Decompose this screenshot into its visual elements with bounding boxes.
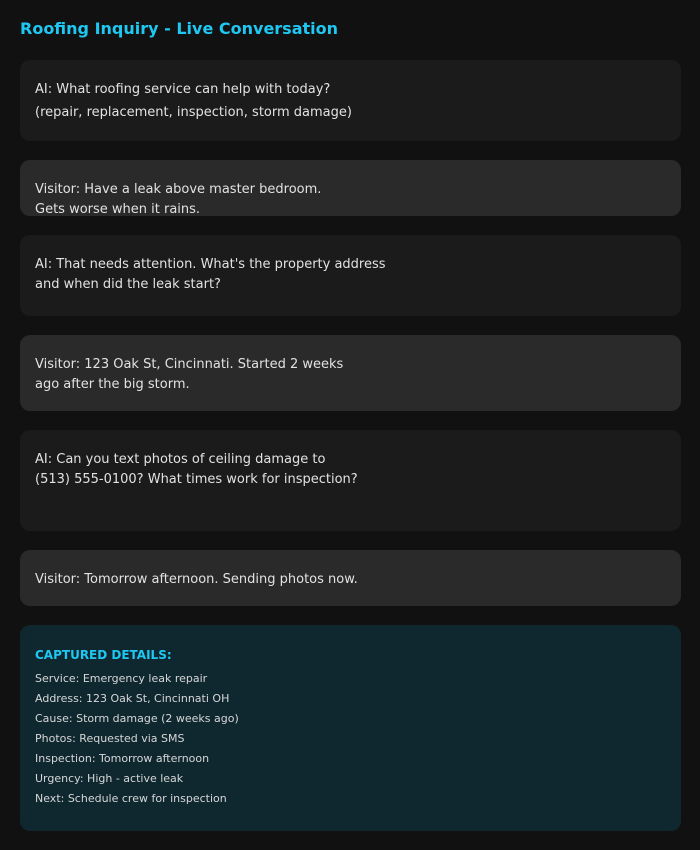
message-line: Visitor: 123 Oak St, Cincinnati. Started 2 weeks	[35, 357, 344, 372]
message-line: AI: What roofing service can help with today?	[35, 82, 331, 97]
message-line: AI: Can you text photos of ceiling damage to	[35, 452, 326, 467]
visitor-message	[20, 550, 681, 606]
captured-details-panel	[20, 625, 681, 831]
visitor-message	[20, 160, 681, 216]
message-line: (513) 555-0100? What times work for inspection?	[35, 472, 358, 487]
ai-message	[20, 235, 681, 316]
message-line: AI: That needs attention. What's the property address	[35, 257, 386, 272]
detail-inspection: Inspection: Tomorrow afternoon	[35, 752, 210, 765]
detail-next-step: Next: Schedule crew for inspection	[35, 792, 227, 805]
detail-photos: Photos: Requested via SMS	[35, 732, 185, 745]
message-line: and when did the leak start?	[35, 277, 221, 292]
page-title: Roofing Inquiry - Live Conversation	[20, 19, 339, 38]
message-line: Visitor: Tomorrow afternoon. Sending photos now.	[35, 572, 358, 587]
ai-message	[20, 430, 681, 531]
message-line: Visitor: Have a leak above master bedroom.	[35, 182, 322, 197]
visitor-message	[20, 335, 681, 411]
message-line: Gets worse when it rains.	[35, 202, 201, 216]
detail-urgency: Urgency: High - active leak	[35, 772, 184, 785]
detail-address: Address: 123 Oak St, Cincinnati OH	[35, 692, 230, 705]
captured-details-title: CAPTURED DETAILS:	[35, 648, 172, 662]
ai-message	[20, 60, 681, 141]
detail-service: Service: Emergency leak repair	[35, 672, 208, 685]
message-line: ago after the big storm.	[35, 377, 190, 392]
detail-cause: Cause: Storm damage (2 weeks ago)	[35, 712, 239, 725]
message-line: (repair, replacement, inspection, storm damage)	[35, 105, 352, 120]
